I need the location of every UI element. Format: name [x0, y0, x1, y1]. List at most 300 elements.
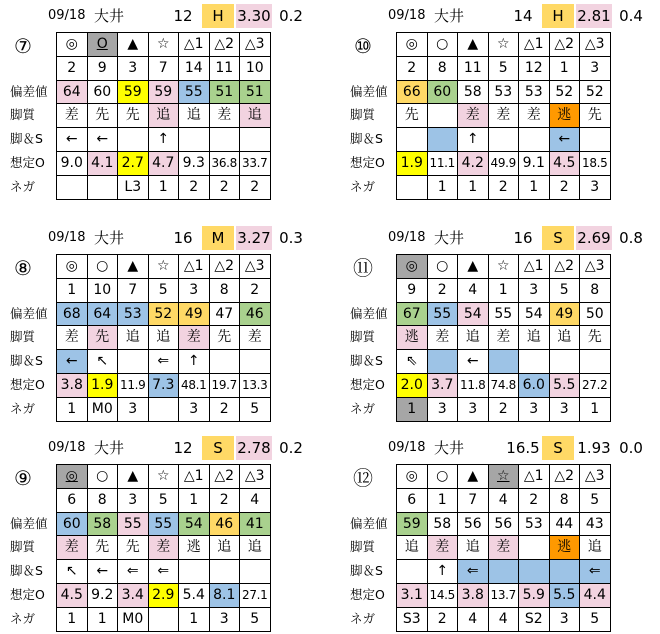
pace-grade: M [202, 226, 234, 250]
grid-cell: 58 [427, 512, 458, 536]
race-date: 09/18 [48, 440, 86, 455]
grid-row-odds [57, 151, 271, 175]
grid-cell: ← [57, 128, 88, 152]
grid-cell: 11.1 [427, 151, 458, 175]
row-label: 偏差値 [350, 515, 388, 531]
pace-diff: 0.2 [279, 439, 303, 457]
grid-cell: 逃 [397, 326, 428, 350]
grid-row-marks [57, 465, 271, 489]
grid-row-nega [397, 175, 611, 199]
grid-cell: 4.1 [87, 151, 118, 175]
grid-row-speed [57, 560, 271, 584]
race-distance: 12 [173, 439, 193, 457]
grid-cell: ◎ [397, 465, 428, 489]
grid-row-horses [397, 56, 611, 80]
grid-cell: 8 [209, 278, 240, 302]
grid-cell: 11.8 [458, 373, 489, 397]
grid-row-horses [397, 278, 611, 302]
grid-cell: 差 [458, 104, 489, 128]
grid-cell: 47 [209, 302, 240, 326]
grid-cell: 11 [209, 56, 240, 80]
grid-cell: 11.9 [118, 373, 149, 397]
grid-cell: 36.8 [209, 151, 240, 175]
grid-cell: ◎ [57, 465, 88, 489]
grid-cell: 53 [519, 512, 550, 536]
grid-cell: ○ [87, 465, 118, 489]
grid-cell: 4.5 [57, 583, 88, 607]
grid-cell: 5 [240, 397, 271, 421]
grid-cell: 52 [148, 302, 179, 326]
grid-cell: M0 [87, 397, 118, 421]
grid-cell: 52 [580, 80, 611, 104]
grid-cell: 差 [57, 326, 88, 350]
grid-row-speed [397, 128, 611, 152]
grid-cell: 56 [458, 512, 489, 536]
grid-cell: 4 [488, 488, 519, 512]
race-distance: 14 [513, 7, 533, 25]
grid-cell: 差 [488, 326, 519, 350]
grid-cell: 8.1 [209, 583, 240, 607]
grid-row-dev [397, 512, 611, 536]
grid-cell: 先 [87, 326, 118, 350]
grid-cell: 追 [148, 104, 179, 128]
grid-cell: 55 [148, 512, 179, 536]
grid-cell: ▲ [458, 33, 489, 57]
grid-cell: 60 [427, 80, 458, 104]
grid-cell: 59 [397, 512, 428, 536]
grid-cell: 追 [240, 536, 271, 560]
race-date: 09/18 [48, 230, 86, 245]
grid-cell: 差 [488, 536, 519, 560]
grid-row-style [57, 536, 271, 560]
grid-cell: ↑ [148, 128, 179, 152]
grid-cell: ← [57, 350, 88, 374]
row-labels [346, 512, 396, 631]
grid-row-odds [397, 373, 611, 397]
track-name: 大井 [93, 229, 124, 247]
grid-cell: ◎ [57, 255, 88, 279]
grid-cell: ← [87, 128, 118, 152]
grid-cell: △1 [179, 33, 210, 57]
pace-value: 2.78 [236, 436, 272, 460]
grid-cell: 4.4 [580, 583, 611, 607]
grid-cell: △3 [240, 255, 271, 279]
grid-row-nega [57, 607, 271, 631]
pace-diff: 0.3 [279, 229, 303, 247]
grid-row-horses [57, 488, 271, 512]
grid-cell: 3.8 [458, 583, 489, 607]
grid-cell: △3 [240, 33, 271, 57]
grid-cell [148, 397, 179, 421]
race-panel [346, 4, 656, 200]
grid-cell: 3 [118, 397, 149, 421]
race-header [6, 226, 316, 250]
grid-cell: 逃 [179, 536, 210, 560]
grid-cell: 差 [209, 104, 240, 128]
grid-cell: 3 [118, 56, 149, 80]
row-label: 想定O [10, 586, 45, 602]
race-panel [6, 436, 316, 632]
race-date: 09/18 [48, 8, 86, 23]
grid-cell: 74.8 [488, 373, 519, 397]
grid-cell: 1 [488, 278, 519, 302]
row-label: ネガ [350, 400, 376, 416]
pace-value: 2.81 [576, 4, 612, 28]
row-label: 想定O [350, 586, 385, 602]
grid-cell: 追 [549, 326, 580, 350]
grid-cell: ⇐ [148, 560, 179, 584]
grid-cell: 49 [179, 302, 210, 326]
race-header [346, 226, 656, 250]
grid-cell [519, 128, 550, 152]
row-label: 偏差値 [10, 515, 48, 531]
horse-grid [396, 464, 611, 632]
grid-row-marks [57, 33, 271, 57]
grid-cell: 差 [519, 104, 550, 128]
grid-cell: 58 [87, 512, 118, 536]
grid-cell: 2 [240, 278, 271, 302]
grid-cell: 3 [549, 397, 580, 421]
grid-cell: 55 [179, 80, 210, 104]
grid-row-horses [397, 488, 611, 512]
grid-cell: ☆ [148, 255, 179, 279]
grid-cell [179, 128, 210, 152]
race-distance: 16.5 [506, 439, 540, 457]
grid-row-odds [57, 583, 271, 607]
grid-cell: △2 [209, 465, 240, 489]
grid-cell: ← [87, 560, 118, 584]
race-number: ⑪ [353, 256, 373, 280]
grid-cell: 1 [57, 278, 88, 302]
row-label: ネガ [10, 400, 36, 416]
grid-cell: 13.3 [240, 373, 271, 397]
grid-cell: △1 [519, 255, 550, 279]
race-panel [346, 436, 656, 632]
row-label: 脚質 [350, 539, 376, 555]
grid-cell: 先 [580, 104, 611, 128]
grid-cell: ↖ [87, 350, 118, 374]
grid-row-horses [57, 278, 271, 302]
grid-cell: S2 [519, 607, 550, 631]
grid-cell: 2 [488, 175, 519, 199]
grid-cell: 2 [240, 175, 271, 199]
grid-cell: △2 [549, 33, 580, 57]
grid-cell: 4 [458, 278, 489, 302]
grid-cell: 差 [240, 326, 271, 350]
grid-cell: 3.8 [57, 373, 88, 397]
grid-cell [549, 560, 580, 584]
race-header [6, 4, 316, 28]
race-distance: 16 [173, 229, 193, 247]
pace-grade: H [202, 4, 234, 28]
grid-row-dev [57, 512, 271, 536]
row-label: 偏差値 [10, 305, 48, 321]
track-name: 大井 [93, 439, 124, 457]
grid-cell: 27.2 [580, 373, 611, 397]
grid-cell: 5.4 [179, 583, 210, 607]
race-header [6, 436, 316, 460]
grid-cell [427, 128, 458, 152]
grid-cell: 差 [488, 104, 519, 128]
grid-row-dev [397, 80, 611, 104]
grid-cell [148, 607, 179, 631]
grid-cell: 4 [488, 607, 519, 631]
grid-cell: 7 [118, 278, 149, 302]
grid-cell: 19.7 [209, 373, 240, 397]
grid-cell: 55 [427, 302, 458, 326]
grid-row-marks [397, 465, 611, 489]
grid-cell: △1 [179, 465, 210, 489]
race-panel [6, 226, 316, 422]
grid-cell: 差 [57, 536, 88, 560]
grid-cell: 7 [458, 488, 489, 512]
grid-cell: 3 [179, 278, 210, 302]
horse-grid [396, 32, 611, 200]
grid-cell: 3 [549, 607, 580, 631]
row-labels [346, 80, 396, 199]
pace-grade: S [542, 436, 574, 460]
track-name: 大井 [433, 439, 464, 457]
grid-row-nega [397, 607, 611, 631]
pace-diff: 0.4 [619, 7, 643, 25]
grid-cell: 5 [148, 488, 179, 512]
grid-cell: 2.7 [118, 151, 149, 175]
grid-cell: 2 [57, 56, 88, 80]
race-header [346, 4, 656, 28]
grid-row-speed [397, 350, 611, 374]
grid-cell: 2.0 [397, 373, 428, 397]
grid-cell [519, 560, 550, 584]
race-panel [6, 4, 316, 200]
grid-cell: 41 [240, 512, 271, 536]
grid-cell: 10 [240, 56, 271, 80]
grid-cell: 先 [580, 326, 611, 350]
grid-cell: 7.3 [148, 373, 179, 397]
grid-cell [488, 560, 519, 584]
grid-row-dev [57, 302, 271, 326]
grid-cell: 46 [209, 512, 240, 536]
grid-cell: 2 [519, 488, 550, 512]
row-label: 偏差値 [350, 305, 388, 321]
grid-cell: ☆ [148, 465, 179, 489]
grid-cell: 6 [397, 488, 428, 512]
grid-cell [397, 560, 428, 584]
grid-cell: 先 [118, 104, 149, 128]
track-name: 大井 [433, 7, 464, 25]
horse-grid [396, 254, 611, 422]
grid-cell: 49 [549, 302, 580, 326]
horse-grid [56, 464, 271, 632]
row-label: 想定O [350, 376, 385, 392]
grid-cell [209, 128, 240, 152]
grid-row-marks [397, 255, 611, 279]
grid-row-odds [397, 583, 611, 607]
grid-cell: 44 [549, 512, 580, 536]
pace-grade: S [202, 436, 234, 460]
grid-cell: 60 [87, 80, 118, 104]
grid-cell: 逃 [549, 104, 580, 128]
grid-cell: ▲ [118, 465, 149, 489]
grid-cell: 追 [580, 536, 611, 560]
grid-cell: ⇐ [118, 560, 149, 584]
grid-cell: ○ [427, 465, 458, 489]
race-date: 09/18 [388, 230, 426, 245]
grid-cell: 3 [580, 175, 611, 199]
grid-cell [519, 536, 550, 560]
row-labels [346, 302, 396, 421]
grid-cell [519, 350, 550, 374]
grid-cell: 追 [458, 536, 489, 560]
grid-cell: 差 [427, 326, 458, 350]
row-label: 脚質 [350, 329, 376, 345]
grid-cell: 先 [118, 536, 149, 560]
grid-cell: 66 [397, 80, 428, 104]
horse-grid [56, 32, 271, 200]
grid-cell: 5 [240, 607, 271, 631]
grid-cell: 53 [118, 302, 149, 326]
grid-cell: 1 [179, 607, 210, 631]
grid-cell: 1 [397, 397, 428, 421]
pace-diff: 0.0 [619, 439, 643, 457]
grid-cell: ▲ [118, 33, 149, 57]
grid-cell: ◎ [397, 255, 428, 279]
grid-cell: 逃 [549, 536, 580, 560]
grid-cell: 68 [57, 302, 88, 326]
grid-row-marks [397, 33, 611, 57]
grid-cell: 追 [240, 104, 271, 128]
row-label: 想定O [10, 154, 45, 170]
grid-row-dev [57, 80, 271, 104]
grid-cell: 54 [519, 302, 550, 326]
grid-cell: 5.5 [549, 583, 580, 607]
grid-cell: 3 [580, 56, 611, 80]
pace-grade: S [542, 226, 574, 250]
grid-cell: 1.9 [397, 151, 428, 175]
grid-row-style [57, 326, 271, 350]
grid-cell: 差 [148, 536, 179, 560]
grid-cell: ▲ [458, 465, 489, 489]
pace-value: 1.93 [576, 436, 612, 460]
grid-cell: 2 [179, 175, 210, 199]
row-label: ネガ [10, 178, 36, 194]
grid-cell: 2 [488, 397, 519, 421]
grid-cell: △3 [580, 33, 611, 57]
grid-cell: 2 [209, 175, 240, 199]
grid-cell: 1 [458, 175, 489, 199]
grid-cell: ← [549, 128, 580, 152]
grid-cell [488, 350, 519, 374]
grid-cell: 64 [87, 302, 118, 326]
grid-cell: L3 [118, 175, 149, 199]
grid-cell: 5 [148, 278, 179, 302]
pace-value: 2.69 [576, 226, 612, 250]
grid-cell: 1 [427, 175, 458, 199]
row-label: 脚＆S [10, 353, 43, 369]
row-label: 脚＆S [350, 353, 383, 369]
grid-row-style [397, 104, 611, 128]
grid-cell: 2 [427, 607, 458, 631]
grid-cell [118, 128, 149, 152]
grid-cell: 追 [397, 536, 428, 560]
grid-cell: 2 [549, 175, 580, 199]
grid-cell: ☆ [488, 33, 519, 57]
pace-diff: 0.8 [619, 229, 643, 247]
grid-cell: 27.1 [240, 583, 271, 607]
grid-cell: 64 [57, 80, 88, 104]
grid-cell: 49.9 [488, 151, 519, 175]
grid-cell: 51 [209, 80, 240, 104]
grid-cell [118, 350, 149, 374]
grid-cell: 1 [580, 397, 611, 421]
grid-cell: 先 [209, 326, 240, 350]
grid-cell: 3.4 [118, 583, 149, 607]
row-labels [6, 80, 56, 199]
row-labels [6, 512, 56, 631]
grid-cell: 4.2 [458, 151, 489, 175]
grid-cell: 3 [519, 278, 550, 302]
grid-cell [427, 104, 458, 128]
grid-cell: ○ [427, 33, 458, 57]
pace-value: 3.27 [236, 226, 272, 250]
grid-row-nega [57, 397, 271, 421]
race-distance: 16 [513, 229, 533, 247]
grid-row-dev [397, 302, 611, 326]
grid-cell: 差 [427, 536, 458, 560]
grid-cell: 3 [118, 488, 149, 512]
grid-cell: 2 [427, 278, 458, 302]
grid-cell: 5 [488, 56, 519, 80]
grid-cell [427, 350, 458, 374]
row-label: ネガ [350, 610, 376, 626]
grid-cell: 9 [397, 278, 428, 302]
grid-cell: S3 [397, 607, 428, 631]
grid-cell: 14.5 [427, 583, 458, 607]
grid-row-style [397, 536, 611, 560]
grid-cell: 8 [549, 488, 580, 512]
grid-cell: 追 [519, 326, 550, 350]
grid-cell: 5 [549, 278, 580, 302]
grid-cell: 先 [397, 104, 428, 128]
grid-row-nega [397, 397, 611, 421]
grid-cell: ↖ [57, 560, 88, 584]
grid-row-style [57, 104, 271, 128]
grid-cell: ⇖ [397, 350, 428, 374]
grid-cell: 2.9 [148, 583, 179, 607]
pace-value: 3.30 [236, 4, 272, 28]
grid-cell: 53 [488, 80, 519, 104]
grid-cell: 59 [118, 80, 149, 104]
grid-row-horses [57, 56, 271, 80]
grid-row-nega [57, 175, 271, 199]
grid-cell: 54 [179, 512, 210, 536]
grid-cell: 1 [148, 175, 179, 199]
row-label: 脚質 [350, 107, 376, 123]
grid-cell: 9.3 [179, 151, 210, 175]
grid-cell: ↑ [179, 350, 210, 374]
grid-cell: 5.5 [549, 373, 580, 397]
grid-cell: 1.9 [87, 373, 118, 397]
grid-cell: 2 [209, 397, 240, 421]
grid-cell: 12 [519, 56, 550, 80]
row-label: 脚＆S [10, 131, 43, 147]
row-label: 脚＆S [10, 563, 43, 579]
track-name: 大井 [93, 7, 124, 25]
grid-cell: 59 [148, 80, 179, 104]
grid-cell: △2 [549, 465, 580, 489]
grid-cell: 48.1 [179, 373, 210, 397]
grid-cell: 1 [179, 488, 210, 512]
grid-cell: △1 [179, 255, 210, 279]
